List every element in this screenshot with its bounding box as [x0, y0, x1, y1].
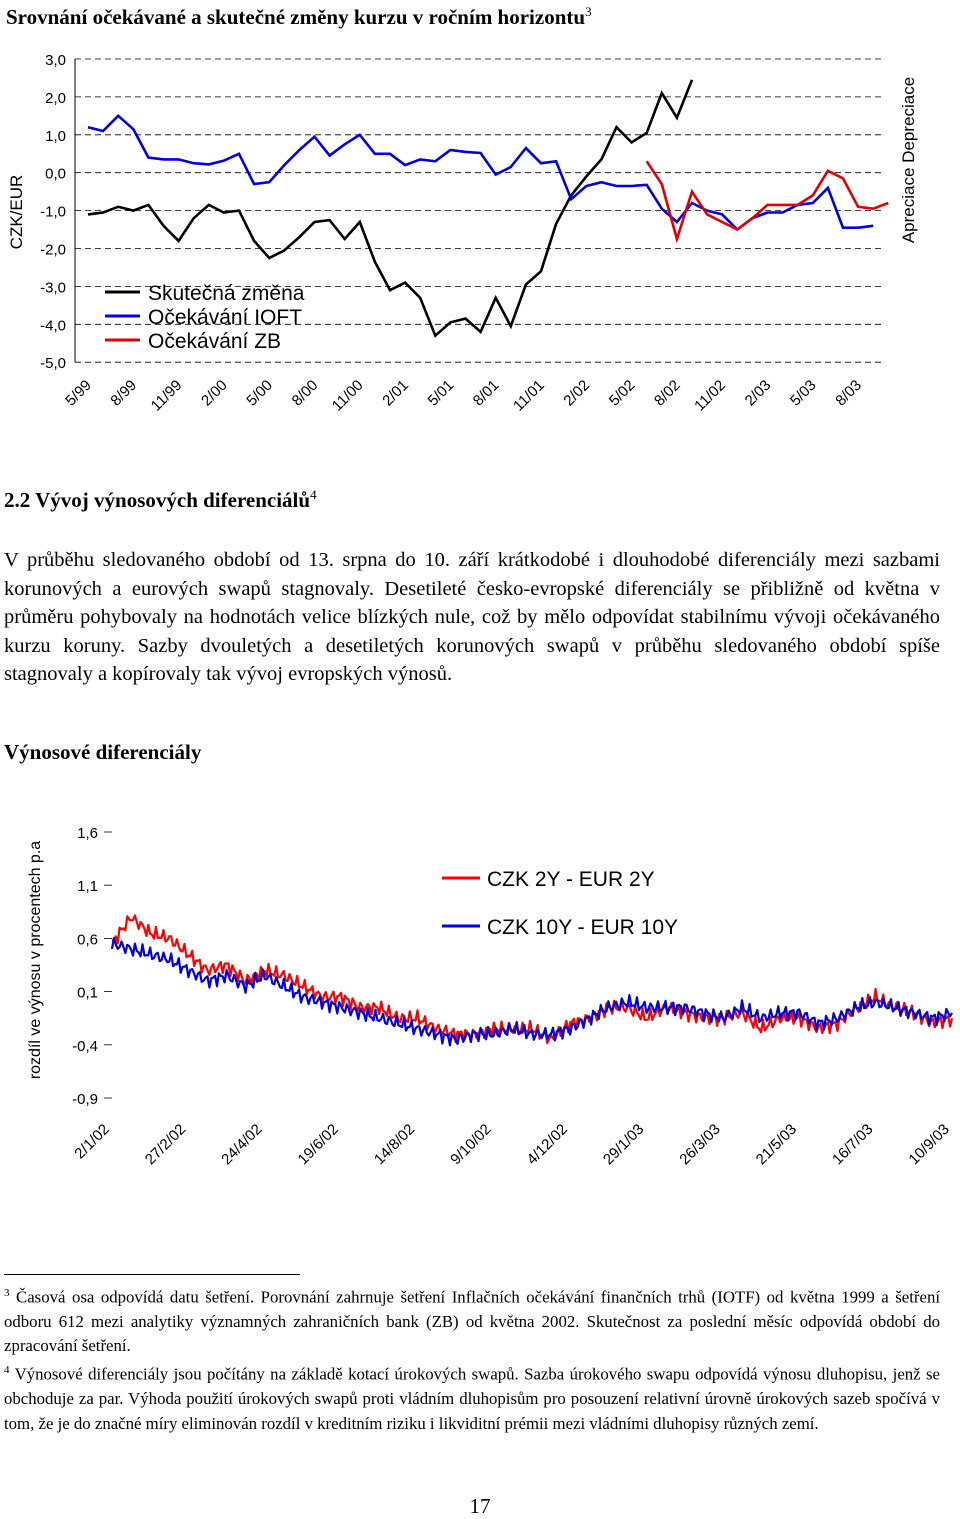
- chart1-x-tick-label: 8/01: [469, 376, 503, 410]
- legend-label-ioft: Očekávání IOFT: [148, 306, 303, 329]
- chart2-x-tick-label: 2/1/02: [71, 1120, 113, 1163]
- chart1-title-text: Srovnání očekávané a skutečné změny kurzu v ročním horizontu: [6, 5, 586, 29]
- body-text: [4, 546, 940, 689]
- chart2-series-line-1: [112, 938, 952, 1045]
- chart2-y-tick-label: 0,6: [77, 931, 98, 949]
- body-paragraph: V průběhu sledovaného období od 13. srpna do 10. září krátkodobé i dlouhodobé diferenciály mezi sazbami korunových a eurových swapů stagnovaly. Desetileté česko-evropské diferenciály se přibližně od května v průměru pohybovaly na hodnotách velice blízkých nule, což by mělo odpovídat stabilnímu vývoji očekávaného kurzu koruny. Sazby dvouletých a desetiletých korunových swapů v průběhu sledovaného období spíše stagnovaly a kopírovaly tak vývoj evropských výnosů.: [4, 549, 940, 686]
- chart1-x-tick-label: 11/00: [328, 376, 367, 415]
- chart1-y-tick-label: -2,0: [40, 241, 66, 259]
- footnote-rule: [4, 1274, 300, 1275]
- chart1-x-tick-label: 5/03: [786, 376, 820, 410]
- legend-label-skutecna: Skutečná změna: [148, 282, 305, 305]
- chart1-x-tick-label: 8/00: [288, 376, 322, 410]
- footnote-3-number: 3: [4, 1287, 10, 1299]
- chart1-y-tick-label: 2,0: [45, 89, 66, 107]
- chart1-y-axis-label: CZK/EUR: [7, 174, 26, 250]
- section-heading-footnote-ref: 4: [310, 487, 317, 502]
- chart2-y-tick-label: 1,1: [77, 878, 98, 896]
- chart1-x-tick-label: 2/03: [741, 376, 775, 410]
- exchange-rate-chart: [0, 0, 960, 440]
- chart2-x-tick-label: 16/7/03: [829, 1120, 877, 1169]
- chart1-x-tick-label: 5/01: [424, 376, 458, 410]
- footnote-3-text: Časová osa odpovídá datu šetření. Porovnání zahrnuje šetření Inflačních očekávání finančních trhů (IOTF) od května 1999 a šetření odboru 612 mezi analytiky významných zahraničních bank (ZB) od května 2002. Skutečnost za poslední měsíc odpovídá období do zpracování šetření.: [4, 1287, 940, 1356]
- chart1-x-tick-label: 5/00: [243, 376, 277, 410]
- chart1-x-tick-label: 8/99: [107, 376, 141, 410]
- footnote-4-text: Výnosové diferenciály jsou počítány na základě kotací úrokových swapů. Sazba úrokového swapu odpovídá výnosu dluhopisu, jenž se obchoduje za par. Výhoda použití úrokových swapů proti vládním dluhopisům pro posouzení relativní úrovně úrokových sazeb spočívá v tom, že je do značné míry eliminován rozdíl v kreditním riziku i likviditní prémii mezi vládními dluhopisy různých zemí.: [4, 1365, 940, 1433]
- chart1-x-tick-label: 2/01: [379, 376, 412, 410]
- chart2-y-tick-label: -0,4: [72, 1037, 98, 1055]
- chart2-y-tick-label: 1,6: [77, 825, 98, 842]
- chart2-title: Výnosové diferenciály: [4, 740, 202, 764]
- footnotes: [4, 1281, 940, 1436]
- chart2-x-tick-label: 9/10/02: [447, 1120, 495, 1169]
- legend-label-czk10y: CZK 10Y - EUR 10Y: [487, 916, 679, 939]
- chart1-x-tick-label: 8/03: [832, 376, 865, 410]
- chart1-y-tick-label: 3,0: [45, 52, 66, 69]
- chart2-y-tick-label: -0,9: [72, 1091, 98, 1108]
- chart1-legend: [105, 282, 305, 353]
- legend-label-zb: Očekávání ZB: [148, 330, 282, 353]
- footnote-4: [4, 1358, 940, 1435]
- chart1-y-tick-label: -5,0: [40, 355, 66, 373]
- chart2-x-tick-label: 14/8/02: [370, 1120, 419, 1169]
- chart2-x-tick-label: 4/12/02: [523, 1120, 572, 1169]
- chart1-right-label: Apreciace Depreciace: [899, 76, 918, 244]
- chart1-y-tick-label: -4,0: [40, 317, 66, 335]
- chart2-x-tick-label: 26/3/03: [676, 1120, 724, 1169]
- chart1-x-tick-label: 11/02: [691, 376, 730, 415]
- chart1-y-tick-label: 1,0: [45, 127, 66, 145]
- page-number: 17: [469, 1494, 491, 1518]
- section-heading-text: 2.2 Vývoj výnosových diferenciálů: [4, 488, 311, 512]
- chart1-y-tick-label: -3,0: [40, 279, 66, 297]
- chart2-y-axis-label: rozdíl ve výnosu v procentech p.a: [27, 840, 44, 1080]
- legend-label-czk2y: CZK 2Y - EUR 2Y: [487, 868, 655, 891]
- chart1-title-footnote-ref: 3: [585, 4, 592, 19]
- chart2-y-tick-label: 0,1: [77, 984, 98, 1002]
- chart2-x-tick-label: 19/6/02: [294, 1120, 342, 1169]
- chart2-x-tick-label: 27/2/02: [141, 1120, 190, 1169]
- chart2-legend: [442, 868, 678, 939]
- chart2-x-tick-label: 10/9/03: [905, 1120, 953, 1169]
- chart1-x-tick-label: 11/99: [147, 376, 186, 415]
- chart1-x-tick-label: 2/02: [560, 376, 594, 410]
- yield-differentials-chart: [0, 790, 960, 1210]
- chart1-x-tick-label: 8/02: [651, 376, 684, 410]
- footnote-3: [4, 1281, 940, 1358]
- chart2-x-tick-label: 21/5/03: [752, 1120, 801, 1169]
- chart1-x-tick-label: 2/00: [198, 376, 231, 410]
- chart2-x-tick-label: 29/1/03: [599, 1120, 648, 1169]
- chart1-y-tick-label: 0,0: [45, 165, 66, 183]
- chart2-x-tick-label: 24/4/02: [218, 1120, 266, 1169]
- chart1-y-tick-label: -1,0: [40, 203, 66, 221]
- chart1-x-tick-label: 11/01: [510, 376, 548, 415]
- section-heading: [4, 487, 317, 513]
- chart1-x-tick-label: 5/99: [62, 376, 95, 410]
- footnote-4-number: 4: [4, 1364, 10, 1377]
- chart1-x-tick-label: 5/02: [605, 376, 639, 410]
